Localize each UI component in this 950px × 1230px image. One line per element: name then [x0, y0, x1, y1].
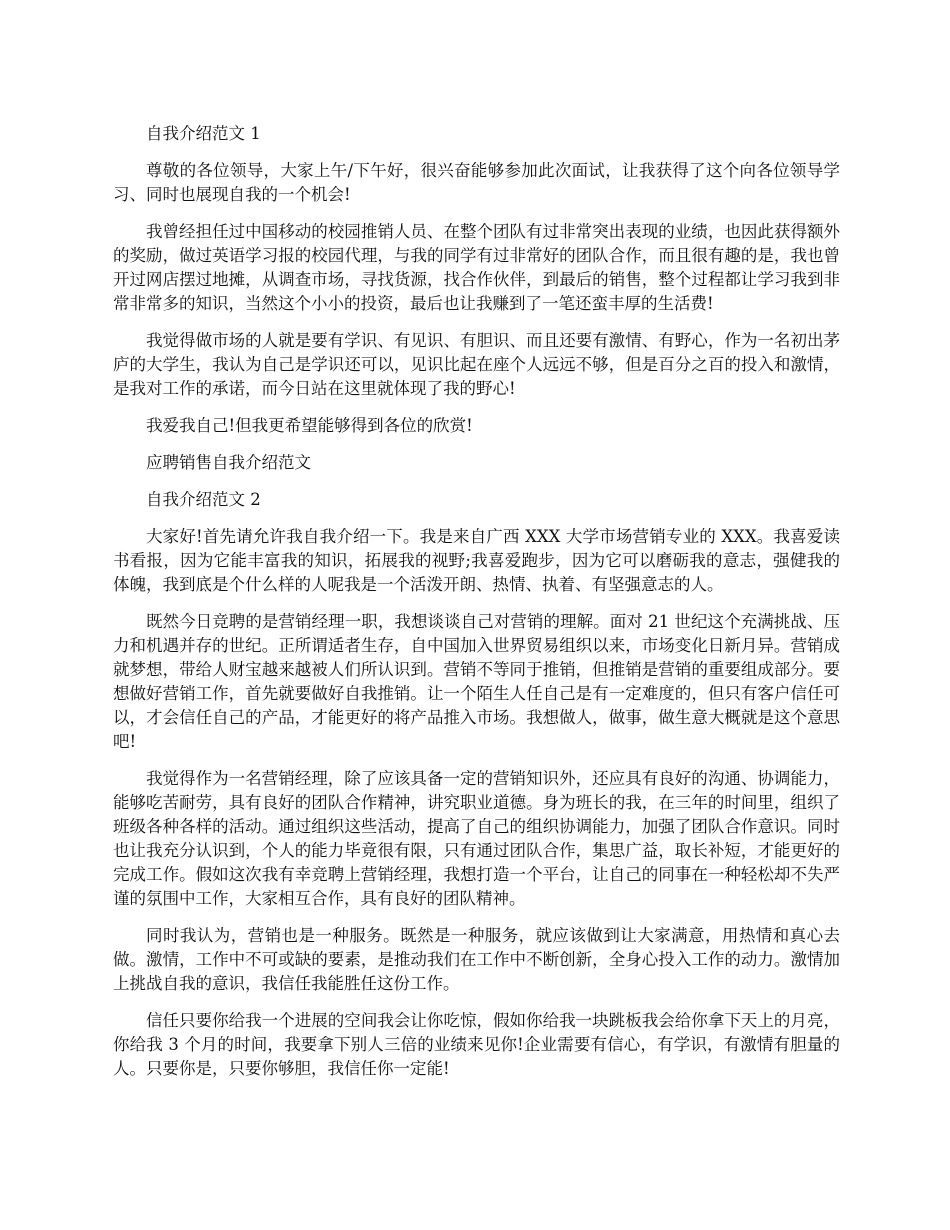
section-title: 应聘销售自我介绍范文	[146, 453, 311, 472]
paragraph: 我爱我自己!但我更希望能够得到各位的欣赏!	[146, 416, 473, 435]
section-heading-1: 自我介绍范文 1	[146, 124, 261, 143]
paragraph: 既然今日竞聘的是营销经理一职，我想谈谈自己对营销的理解。面对 21 世纪这个充满挑战、压力和机遇并存的世纪。正所谓适者生存，自中国加入世界贸易组织以来，市场变化日新月异。营销成就梦想，带给人财宝越来越被人们所认识到。营销不等同于推销，但推销是营销的重要组成部分。要想做好营销工作，首先就要做好自我推销。让一个陌生人任自己是有一定难度的，但只有客户信任可以，才会信任自己的产品，才能更好的将产品推入市场。我想做人，做事，做生意大概就是这个意思吧!	[113, 612, 840, 751]
paragraph: 我觉得做市场的人就是要有学识、有见识、有胆识、而且还要有激情、有野心，作为一名初出茅庐的大学生，我认为自己是学识还可以，见识比起在座个人远远不够，但是百分之百的投入和激情，是我对工作的承诺，而今日站在这里就体现了我的野心!	[113, 331, 840, 398]
document-body	[113, 122, 840, 1094]
paragraph: 我曾经担任过中国移动的校园推销人员、在整个团队有过非常突出表现的业绩，也因此获得额外的奖励，做过英语学习报的校园代理，与我的同学有过非常好的团队合作，而且很有趣的是，我也曾开过网店摆过地摊，从调查市场，寻找货源，找合作伙伴，到最后的销售，整个过程都让学习我到非常非常多的知识，当然这个小小的投资，最后也让我赚到了一笔还蛮丰厚的生活费!	[113, 222, 840, 313]
section-heading-2: 自我介绍范文 2	[146, 490, 261, 509]
paragraph: 大家好!首先请允许我自我介绍一下。我是来自广西 XXX 大学市场营销专业的 XXX。我喜爱读书看报，因为它能丰富我的知识，拓展我的视野;我喜爱跑步，因为它可以磨砺我的意志，强健我的体魄，我到底是个什么样的人呢我是一个活泼开朗、热情、执着、有坚强意志的人。	[113, 527, 840, 594]
paragraph: 我觉得作为一名营销经理，除了应该具备一定的营销知识外，还应具有良好的沟通、协调能力，能够吃苦耐劳，具有良好的团队合作精神，讲究职业道德。身为班长的我，在三年的时间里，组织了班级各种各样的活动。通过组织这些活动，提高了自己的组织协调能力，加强了团队合作意识。同时也让我充分认识到，个人的能力毕竟很有限，只有通过团队合作，集思广益，取长补短，才能更好的完成工作。假如这次我有幸竞聘上营销经理，我想打造一个平台，让自己的同事在一种轻松却不失严谨的氛围中工作，大家相互合作，具有良好的团队精神。	[113, 769, 840, 908]
paragraph: 同时我认为，营销也是一种服务。既然是一种服务，就应该做到让大家满意，用热情和真心去做。激情，工作中不可或缺的要素，是推动我们在工作中不断创新，全身心投入工作的动力。激情加上挑战自我的意识，我信任我能胜任这份工作。	[113, 926, 840, 993]
paragraph: 信任只要你给我一个进展的空间我会让你吃惊，假如你给我一块跳板我会给你拿下天上的月亮，你给我 3 个月的时间，我要拿下别人三倍的业绩来见你!企业需要有信心，有学识，有激情有胆量的人。只要你是，只要你够胆，我信任你一定能!	[113, 1011, 840, 1078]
paragraph: 尊敬的各位领导，大家上午/下午好，很兴奋能够参加此次面试，让我获得了这个向各位领导学习、同时也展现自我的一个机会!	[113, 161, 840, 204]
